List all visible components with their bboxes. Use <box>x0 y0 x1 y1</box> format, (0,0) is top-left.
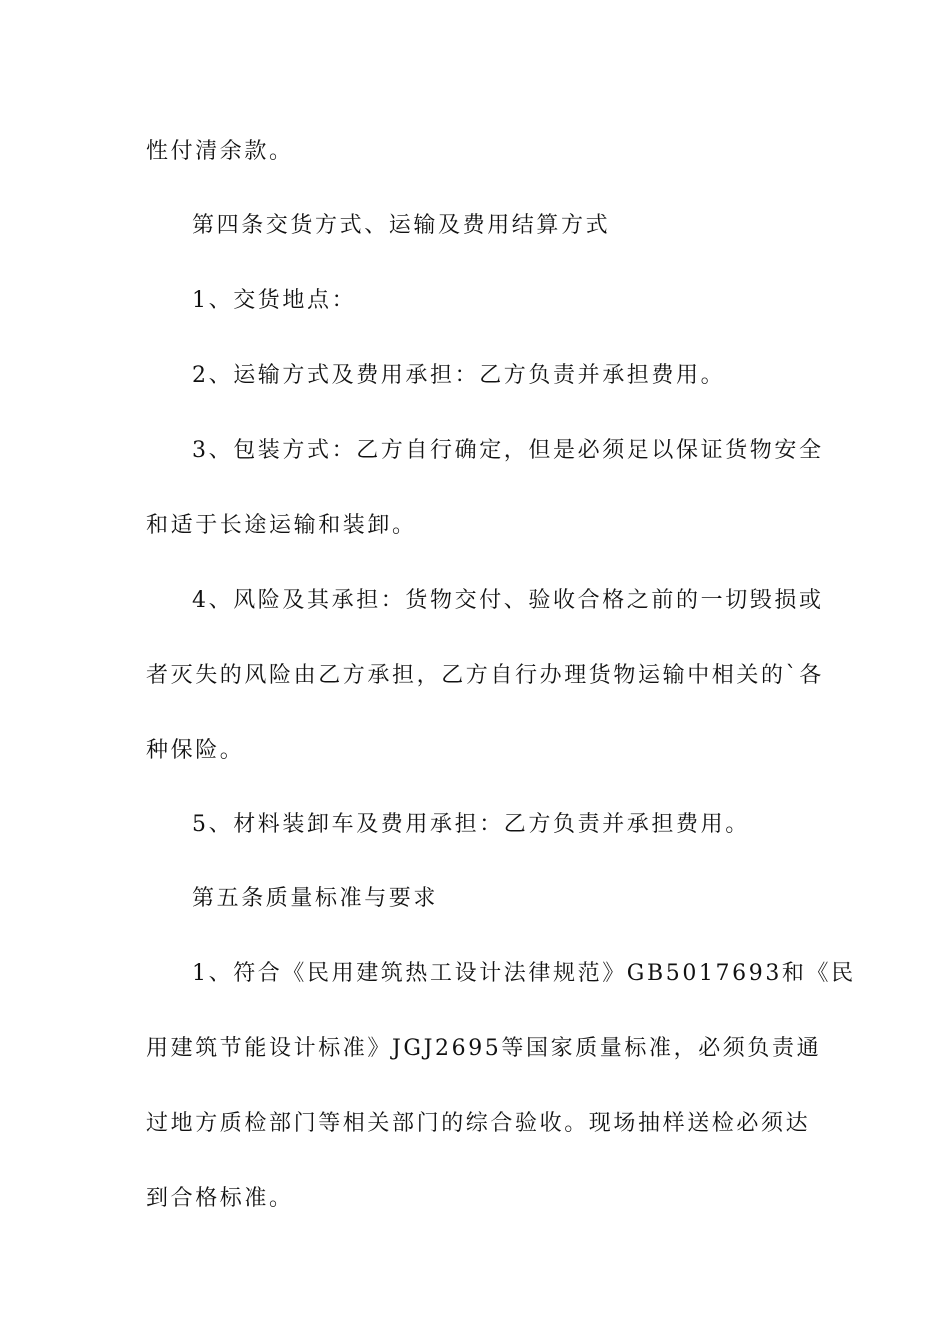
section-heading: 第五条质量标准与要求 <box>192 886 439 911</box>
paragraph-line: 种保险。 <box>146 738 245 763</box>
paragraph-line: 到合格标准。 <box>146 1186 294 1211</box>
list-item: 4、风险及其承担：货物交付、验收合格之前的一切毁损或 <box>192 588 824 613</box>
paragraph-line: 用建筑节能设计标准》JGJ2695等国家质量标准，必须负责通 <box>146 1036 822 1061</box>
list-item: 3、包装方式：乙方自行确定，但是必须足以保证货物安全 <box>192 438 824 463</box>
list-item: 1、交货地点： <box>192 288 357 313</box>
paragraph-line: 和适于长途运输和装卸。 <box>146 513 417 538</box>
paragraph-line: 者灭失的风险由乙方承担，乙方自行办理货物运输中相关的`各 <box>146 663 824 688</box>
list-item: 1、符合《民用建筑热工设计法律规范》GB5017693和《民 <box>192 961 856 986</box>
list-item: 2、运输方式及费用承担：乙方负责并承担费用。 <box>192 363 726 388</box>
paragraph-line: 性付清余款。 <box>146 139 294 164</box>
section-heading: 第四条交货方式、运输及费用结算方式 <box>192 213 611 238</box>
list-item: 5、材料装卸车及费用承担：乙方负责并承担费用。 <box>192 812 750 837</box>
paragraph-line: 过地方质检部门等相关部门的综合验收。现场抽样送检必须达 <box>146 1111 811 1136</box>
